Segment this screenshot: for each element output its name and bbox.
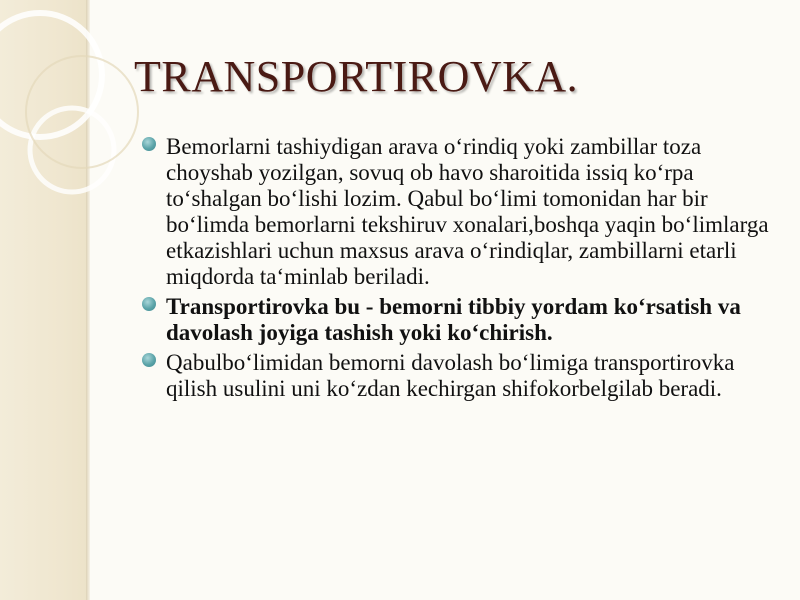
bullet-item: [142, 350, 782, 402]
deco-circle-large: [0, 13, 102, 137]
bullet-dot-icon: [142, 297, 156, 311]
bullet-item: [142, 294, 782, 346]
deco-circle-outline: [26, 56, 138, 168]
bullet-dot-icon: [142, 353, 156, 367]
slide-title: TRANSPORTIROVKA.: [134, 52, 579, 101]
bullet-item: [142, 134, 782, 290]
bullet-text: Qabulbo‘limidan bemorni davolash bo‘limiga transportirovka qilish usulini uni ko‘zdan kechirgan shifokorbelgilab beradi.: [166, 350, 735, 401]
bullet-text: Bemorlarni tashiydigan arava o‘rindiq yoki zambillar toza choyshab yozilgan, sovuq ob havo sharoitida issiq ko‘rpa to‘shalgan bo‘lishi lozim. Qabul bo‘limi tomonidan har bir bo‘limda bemorlarni tekshiruv xonalari,boshqa yaqin bo‘limlarga etkazishlari uchun maxsus arava o‘rindiqlar, zambillarni etarli miqdorda ta‘minlab beriladi.: [166, 134, 769, 289]
deco-circle-small: [30, 108, 114, 192]
bullet-dot-icon: [142, 137, 156, 151]
bullet-list: [142, 134, 782, 406]
bullet-text: Transportirovka bu - bemorni tibbiy yordam ko‘rsatish va davolash joyiga tashish yoki ko‘chirish.: [166, 294, 741, 345]
